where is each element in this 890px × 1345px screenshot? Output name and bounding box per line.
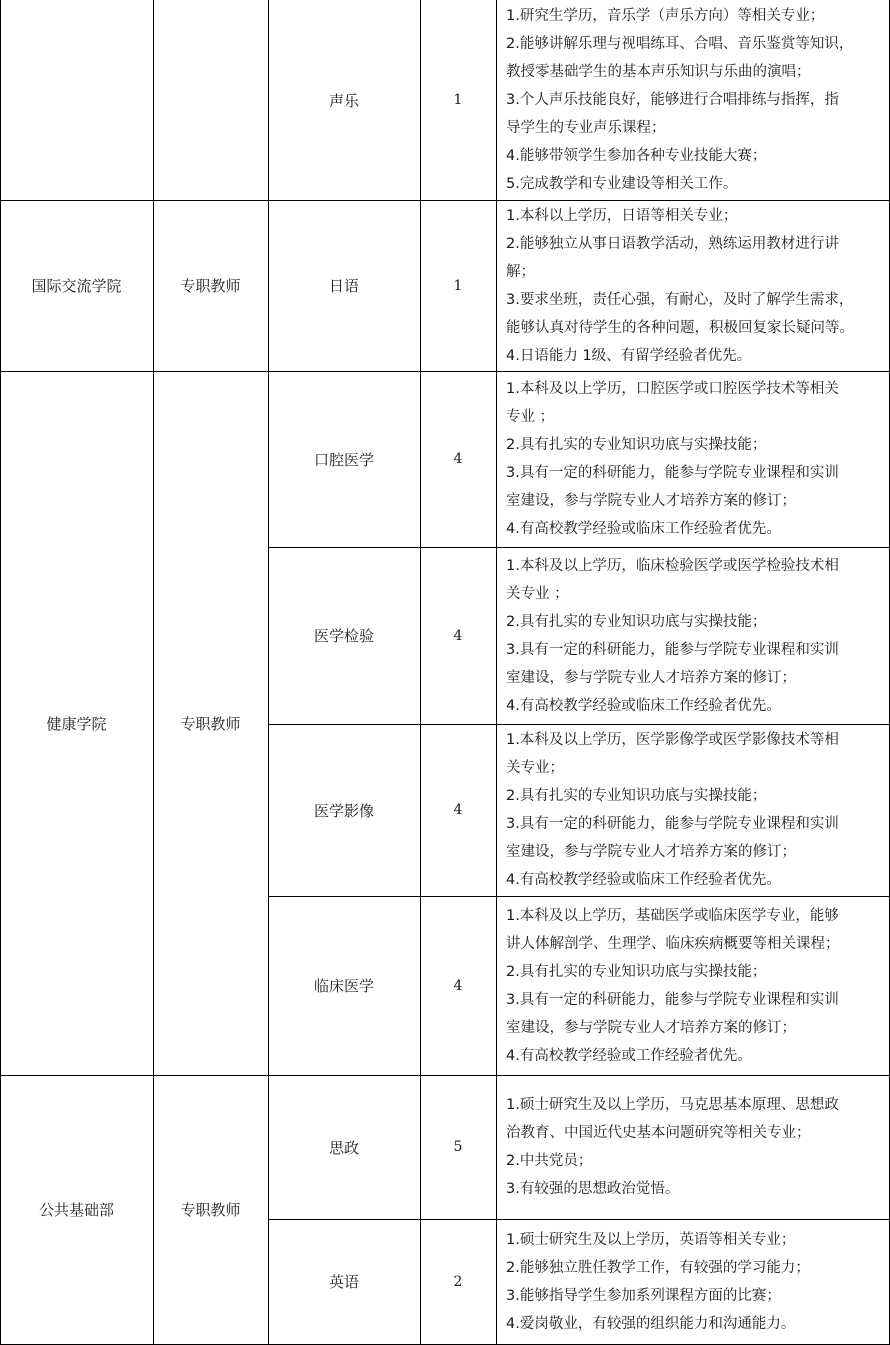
requirement-line: 3.具有一定的科研能力，能参与学院专业课程和实训 bbox=[506, 465, 839, 481]
department-cell bbox=[0, 200, 153, 371]
requirement-line: 3.具有一定的科研能力，能参与学院专业课程和实训 bbox=[506, 992, 839, 1008]
subject-cell bbox=[268, 200, 420, 371]
count-cell bbox=[420, 1075, 496, 1219]
requirement-line: 教授零基础学生的基本声乐知识与乐曲的演唱； bbox=[506, 64, 811, 80]
count-cell-text: 5 bbox=[453, 1139, 463, 1155]
count-cell-text: 4 bbox=[453, 451, 463, 467]
requirement-line: 4.有高校教学经验或临床工作经验者优先。 bbox=[506, 521, 781, 537]
count-cell bbox=[420, 371, 496, 547]
requirements-cell bbox=[496, 902, 889, 1070]
requirements-cell bbox=[496, 2, 889, 198]
subject-cell bbox=[268, 547, 420, 724]
requirement-line: 4.能够带领学生参加各种专业技能大赛； bbox=[506, 148, 767, 164]
requirement-line: 1.本科及以上学历，基础医学或临床医学专业，能够 bbox=[506, 908, 839, 924]
requirement-line: 3.能够指导学生参加系列课程方面的比赛； bbox=[506, 1288, 781, 1304]
requirement-line: 2.中共党员； bbox=[506, 1153, 593, 1169]
requirement-line: 1.本科及以上学历，临床检验医学或医学检验技术相 bbox=[506, 558, 839, 574]
subject-cell bbox=[268, 0, 420, 200]
requirement-line: 2.具有扎实的专业知识功底与实操技能； bbox=[506, 964, 767, 980]
department-cell bbox=[0, 0, 153, 200]
requirement-line: 解； bbox=[506, 264, 535, 280]
requirement-line: 2.能够讲解乐理与视唱练耳、合唱、音乐鉴赏等知识， bbox=[506, 36, 854, 52]
subject-cell bbox=[268, 724, 420, 896]
subject-cell-text: 声乐 bbox=[328, 91, 359, 110]
subject-cell-text: 思政 bbox=[328, 1138, 359, 1157]
requirement-line: 1.硕士研究生及以上学历，马克思基本原理、思想政 bbox=[506, 1097, 839, 1113]
requirement-line: 1.硕士研究生及以上学历，英语等相关专业； bbox=[506, 1232, 796, 1248]
count-cell-text: 2 bbox=[453, 1273, 463, 1290]
requirement-line: 室建设，参与学院专业人才培养方案的修订； bbox=[506, 844, 796, 860]
subject-cell-text: 英语 bbox=[328, 1273, 359, 1291]
requirement-line: 治教育、中国近代史基本问题研究等相关专业； bbox=[506, 1125, 811, 1141]
count-cell-text: 4 bbox=[453, 802, 463, 818]
count-cell bbox=[420, 724, 496, 896]
count-cell bbox=[420, 200, 496, 371]
requirement-line: 关专业 ； bbox=[506, 586, 569, 602]
requirement-line: 讲人体解剖学、生理学、临床疾病概要等相关课程； bbox=[506, 936, 840, 952]
requirement-line: 3.具有一定的科研能力，能参与学院专业课程和实训 bbox=[506, 816, 839, 832]
position-type-cell-text: 专职教师 bbox=[180, 714, 241, 733]
requirement-line: 4.日语能力 1级、有留学经验者优先。 bbox=[506, 348, 752, 364]
department-cell-text: 健康学院 bbox=[46, 714, 107, 733]
requirement-line: 2.具有扎实的专业知识功底与实操技能； bbox=[506, 788, 767, 804]
requirement-line: 2.能够独立胜任教学工作，有较强的学习能力； bbox=[506, 1260, 810, 1276]
count-cell-text: 1 bbox=[453, 277, 463, 294]
count-cell-text: 4 bbox=[453, 627, 463, 644]
count-cell-text: 1 bbox=[453, 92, 463, 108]
requirements-cell bbox=[496, 1091, 889, 1203]
subject-cell-text: 医学影像 bbox=[313, 801, 374, 820]
requirement-line: 1.本科及以上学历，医学影像学或医学影像技术等相 bbox=[506, 732, 839, 748]
requirement-line: 2.具有扎实的专业知识功底与实操技能； bbox=[506, 437, 767, 453]
requirement-line: 能够认真对待学生的各种问题，积极回复家长疑问等。 bbox=[506, 320, 854, 336]
count-cell bbox=[420, 1219, 496, 1344]
requirement-line: 4.有高校教学经验或临床工作经验者优先。 bbox=[506, 698, 781, 714]
requirement-line: 5.完成教学和专业建设等相关工作。 bbox=[506, 176, 738, 192]
department-cell bbox=[0, 371, 153, 1075]
count-cell-text: 4 bbox=[453, 977, 463, 994]
requirement-line: 2.具有扎实的专业知识功底与实操技能； bbox=[506, 614, 767, 630]
count-cell bbox=[420, 0, 496, 200]
position-type-cell-text: 专职教师 bbox=[180, 277, 241, 295]
requirements-cell bbox=[496, 1226, 889, 1338]
requirement-line: 室建设，参与学院专业人才培养方案的修订； bbox=[506, 1020, 796, 1036]
requirement-line: 3.个人声乐技能良好，能够进行合唱排练与指挥，指 bbox=[506, 92, 839, 108]
requirement-line: 2.能够独立从事日语教学活动，熟练运用教材进行讲 bbox=[506, 236, 839, 252]
requirement-line: 1.本科及以上学历，口腔医学或口腔医学技术等相关 bbox=[506, 381, 839, 397]
requirement-line: 关专业； bbox=[506, 760, 564, 776]
requirement-line: 室建设，参与学院专业人才培养方案的修订； bbox=[506, 670, 796, 686]
subject-cell-text: 日语 bbox=[328, 277, 359, 295]
subject-cell bbox=[268, 1219, 420, 1344]
subject-cell-text: 临床医学 bbox=[313, 977, 374, 995]
requirement-line: 1.研究生学历，音乐学（声乐方向）等相关专业； bbox=[506, 8, 825, 24]
position-type-cell-text: 专职教师 bbox=[180, 1201, 241, 1219]
requirement-line: 3.具有一定的科研能力，能参与学院专业课程和实训 bbox=[506, 642, 839, 658]
department-cell-text: 公共基础部 bbox=[38, 1201, 114, 1219]
requirement-line: 专业 ； bbox=[506, 409, 555, 425]
requirement-line: 1.本科以上学历，日语等相关专业； bbox=[506, 208, 738, 224]
position-type-cell bbox=[153, 200, 268, 371]
position-type-cell bbox=[153, 371, 268, 1075]
requirement-line: 4.爱岗敬业，有较强的组织能力和沟通能力。 bbox=[506, 1316, 796, 1332]
count-cell bbox=[420, 896, 496, 1075]
requirement-line: 3.有较强的思想政治觉悟。 bbox=[506, 1181, 680, 1197]
requirements-cell bbox=[496, 726, 889, 894]
subject-cell-text: 医学检验 bbox=[313, 627, 374, 645]
requirements-cell bbox=[496, 202, 889, 370]
requirements-cell bbox=[496, 375, 889, 543]
subject-cell-text: 口腔医学 bbox=[313, 450, 374, 469]
subject-cell bbox=[268, 371, 420, 547]
requirement-line: 导学生的专业声乐课程； bbox=[506, 120, 666, 136]
requirement-line: 室建设，参与学院专业人才培养方案的修订； bbox=[506, 493, 796, 509]
requirement-line: 3.要求坐班，责任心强，有耐心，及时了解学生需求， bbox=[506, 292, 854, 308]
department-cell-text: 国际交流学院 bbox=[31, 277, 122, 295]
subject-cell bbox=[268, 1075, 420, 1219]
position-type-cell bbox=[153, 0, 268, 200]
position-type-cell bbox=[153, 1075, 268, 1344]
requirement-line: 4.有高校教学经验或临床工作经验者优先。 bbox=[506, 872, 781, 888]
requirements-cell bbox=[496, 552, 889, 720]
subject-cell bbox=[268, 896, 420, 1075]
department-cell bbox=[0, 1075, 153, 1344]
count-cell bbox=[420, 547, 496, 724]
requirement-line: 4.有高校教学经验或工作经验者优先。 bbox=[506, 1048, 752, 1064]
